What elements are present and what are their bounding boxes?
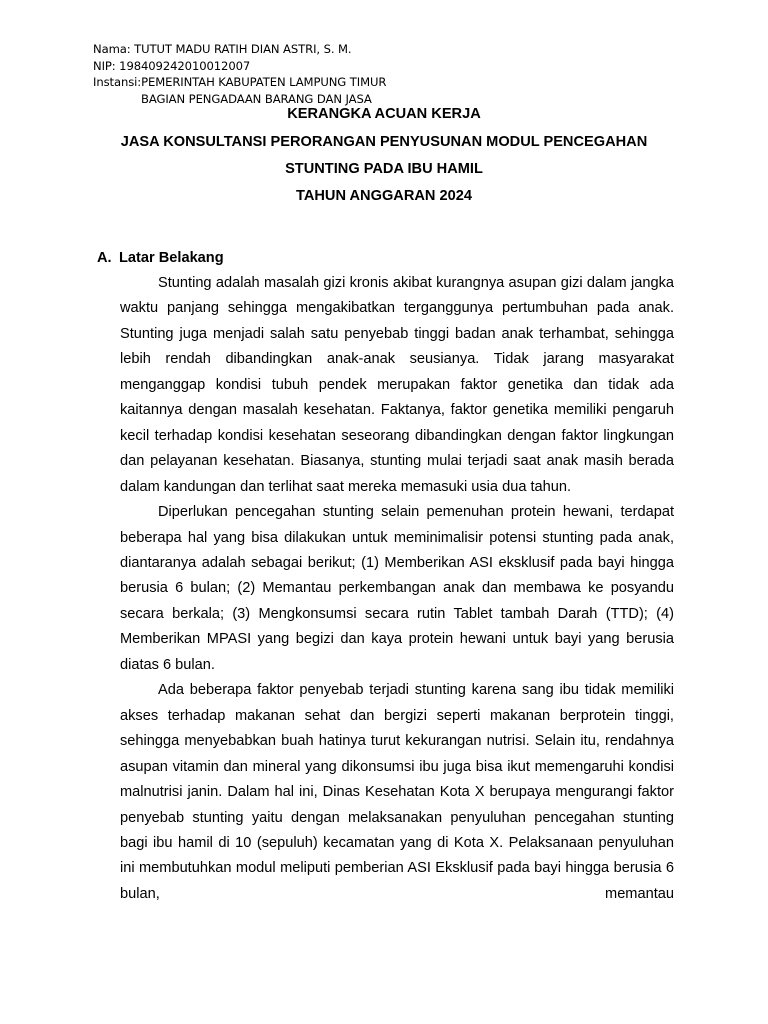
paragraph: Diperlukan pencegahan stunting selain pemenuhan protein hewani, terdapat beberapa hal yang bisa dilakukan untuk meminimalisir potensi stunting pada anak, diantaranya adalah sebagai berikut; (1) Memberikan ASI eksklusif pada bayi hingga berusia 6 bulan; (2) Memantau perkembangan anak dan membawa ke posyandu secara berkala; (3) Mengkonsumsi secara rutin Tablet tambah Darah (TTD); (4) Memberikan MPASI yang begizi dan kaya protein hewani untuk bayi yang berusia diatas 6 bulan. [120,504,674,673]
section-a-body [120,271,674,907]
paragraph: Stunting adalah masalah gizi kronis akibat kurangnya asupan gizi dalam jangka waktu panjang sehingga mengakibatkan terganggunya pertumbuhan pada anak. Stunting juga menjadi salah satu penyebab tinggi badan anak terhambat, sehingga lebih rendah dibandingkan anak-anak seusianya. Tidak jarang masyarakat menganggap kondisi tubuh pendek merupakan faktor genetika dan tidak ada kaitannya dengan masalah kesehatan. Faktanya, faktor genetika memiliki pengaruh kecil terhadap kondisi kesehatan seseorang dibandingkan dengan faktor lingkungan dan pelayanan kesehatan. Biasanya, stunting mulai terjadi saat anak masih berada dalam kandungan dan terlihat saat mereka memasuki usia dua tahun. [120,275,674,495]
author-instansi-line: Instansi:PEMERINTAH KABUPATEN LAMPUNG TIMUR [93,75,387,89]
section-a-letter: A. [97,250,112,266]
author-header [93,41,386,107]
title-line-1: KERANGKA ACUAN KERJA [287,106,481,122]
title-line-4: TAHUN ANGGARAN 2024 [296,188,472,204]
author-name-line: Nama: TUTUT MADU RATIH DIAN ASTRI, S. M. [93,42,352,56]
author-bagian-line: BAGIAN PENGADAAN BARANG DAN JASA [141,91,372,106]
section-a-heading [97,250,224,266]
paragraph: Ada beberapa faktor penyebab terjadi stunting karena sang ibu tidak memiliki akses terhadap makanan sehat dan bergizi seperti makanan berprotein tinggi, sehingga menyebabkan buah hatinya turut kekurangan nutrisi. Selain itu, rendahnya asupan vitamin dan mineral yang dikonsumsi ibu juga bisa ikut memengaruhi kondisi malnutrisi janin. Dalam hal ini, Dinas Kesehatan Kota X berupaya mengurangi faktor penyebab stunting yaitu dengan melaksanakan penyuluhan pencegahan stunting bagi ibu hamil di 10 (sepuluh) kecamatan yang di Kota X. Pelaksanaan penyuluhan ini membutuhkan modul meliputi pemberian ASI Eksklusif pada bayi hingga berusia 6 bulan, memantau [120,682,674,902]
title-line-2: JASA KONSULTANSI PERORANGAN PENYUSUNAN MODUL PENCEGAHAN [120,134,648,150]
author-nip-line: NIP: 198409242010012007 [93,58,251,73]
title-line-3: STUNTING PADA IBU HAMIL [285,161,483,177]
section-a-title: Latar Belakang [119,250,224,266]
